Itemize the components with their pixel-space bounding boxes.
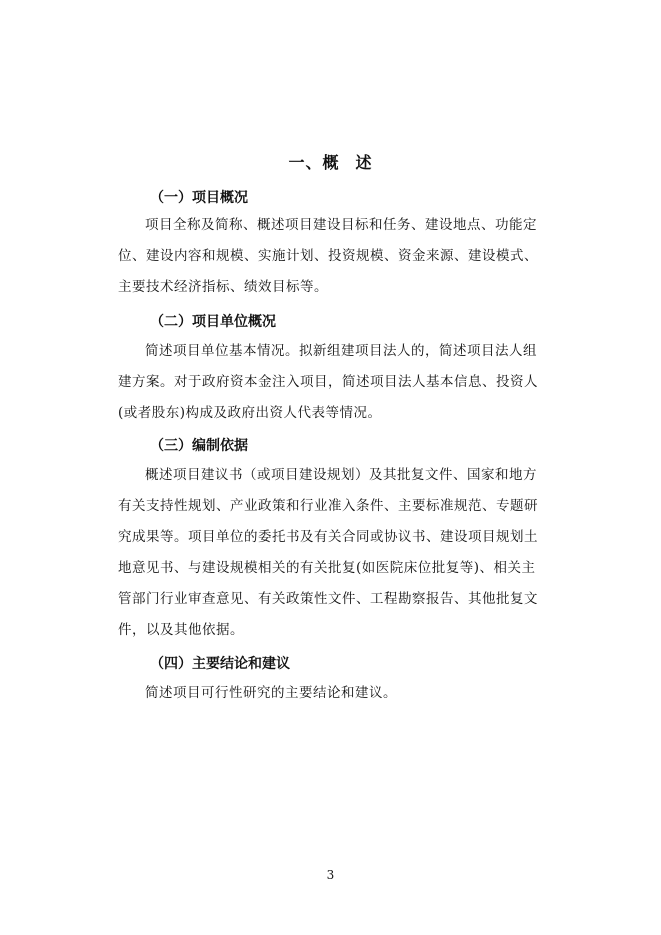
section-body-2 — [118, 336, 580, 429]
section-body-3 — [118, 460, 580, 646]
body-line: 概述项目建议书（或项目建设规划）及其批复文件、国家和地方 — [145, 467, 537, 483]
body-line: 主要技术经济指标、绩效目标等。 — [118, 279, 328, 295]
body-line: 件，以及其他依据。 — [118, 622, 244, 638]
body-line: 简述项目可行性研究的主要结论和建议。 — [145, 685, 397, 701]
body-line: 有关支持性规划、产业政策和行业准入条件、主要标准规范、专题研 — [118, 498, 538, 514]
section-heading-4: （四）主要结论和建议 — [150, 656, 290, 672]
body-line: 建方案。对于政府资本金注入项目，简述项目法人基本信息、投资人 — [118, 374, 538, 390]
body-line: (或者股东)构成及政府出资人代表等情况。 — [118, 405, 382, 421]
section-body-1 — [118, 210, 580, 303]
page-number: 3 — [326, 868, 335, 882]
body-line: 管部门行业审查意见、有关政策性文件、工程勘察报告、其他批复文 — [118, 591, 538, 607]
title-part-2: 述 — [355, 153, 373, 172]
body-line: 究成果等。项目单位的委托书及有关合同或协议书、建设项目规划土 — [118, 529, 538, 545]
body-line: 地意见书、与建设规模相关的有关批复(如医院床位批复等)、相关主 — [118, 560, 536, 576]
section-heading-1: （一）项目概况 — [150, 190, 248, 206]
title-part-1: 一、概 — [288, 153, 340, 172]
body-line: 简述项目单位基本情况。拟新组建项目法人的，简述项目法人组 — [145, 343, 537, 359]
page-title — [0, 150, 661, 173]
section-heading-2: （二）项目单位概况 — [150, 314, 276, 330]
body-line: 项目全称及简称、概述项目建设目标和任务、建设地点、功能定 — [145, 217, 537, 233]
body-line: 位、建设内容和规模、实施计划、投资规模、资金来源、建设模式、 — [118, 248, 538, 264]
section-body-4 — [118, 678, 580, 709]
section-heading-3: （三）编制依据 — [150, 438, 248, 454]
